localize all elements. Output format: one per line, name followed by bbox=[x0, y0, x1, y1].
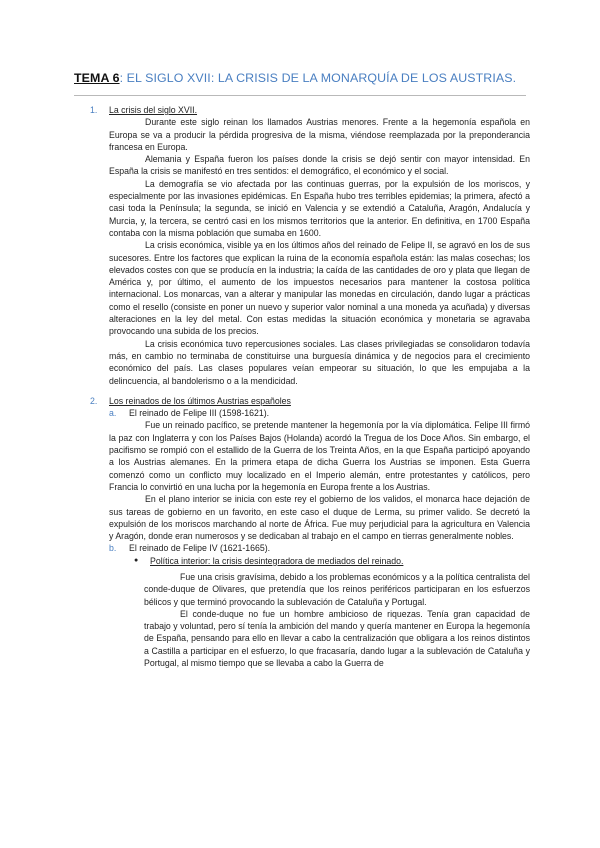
bullet-title: Política interior: la crisis desintegradora de mediados del reinado. bbox=[150, 555, 404, 566]
document-title bbox=[74, 71, 534, 85]
paragraph: Fue una crisis gravísima, debido a los problemas económicos y a la política centralista del conde-duque de Olivares, que pretendía que los reinos periféricos participaran en los esfuerzos bélicos y que terminó provocando la sublevación de Cataluña y Portugal. bbox=[144, 571, 530, 607]
bullet-heading bbox=[134, 555, 530, 567]
paragraph: El conde-duque no fue un hombre ambicioso de riquezas. Tenía gran capacidad de trabajo y voluntad, pero sí tenía la ambición del mando y quería mantener en Europa la hegemonía de España, pensando para ello en llevar a cabo la centralización que obligara a los reinos distintos a Castilla a participar en el esfuerzo, lo que fracasaría, dando lugar a la sublevación de Cataluña y Portugal, al mismo tiempo que se llevaba a cabo la Guerra de bbox=[144, 608, 530, 669]
subsection-a-heading bbox=[109, 407, 530, 419]
subsection-b-letter: b. bbox=[109, 543, 117, 554]
paragraph: En el plano interior se inicia con este rey el gobierno de los validos, el monarca hace dejación de sus tareas de gobierno en un favorito, en este caso el duque de Lerma, su primer valido. Se decretó la expulsión de los moriscos marchando al norte de África. Fue muy perjudicial para la agricultura en Valencia y Aragón, donde eran numerosos y se dedicaban al trabajo en el campo en tierras generalmente nobles. bbox=[109, 494, 530, 542]
title-lead: TEMA 6 bbox=[74, 71, 120, 85]
paragraph: La crisis económica, visible ya en los últimos años del reinado de Felipe II, se agravó en los de sus sucesores. Entre los factores que explican la ruina de la economía española están: las malas cosechas; los elevados costes con que se producía en la industria; la caída de las cantidades de oro y plata que llegan de América y, por último, el aumento de los impuestos necesarios para mantener la costosa política internacional. Los monarcas, van a alterar y manipular las monedas en circulación, dando lugar a prácticas como el resello (consiste en poner un nuevo y superior valor nominal a una moneda ya acuñada) y diversas alteraciones en la ley del metal. Con estas medidas la situación económica y monetaria se agravaba provocando una subida de los precios. bbox=[109, 240, 530, 337]
section-1-number: 1. bbox=[90, 105, 98, 115]
paragraph: La crisis económica tuvo repercusiones sociales. Las clases privilegiadas se consolidaron todavía más, en cambio no terminaba de constituirse una burguesía dinámica y de negocios para el crecimiento económico del país. Las clases populares veían empeorar su situación, lo que les empujaba a la delincuencia, al bandolerismo o a la mendicidad. bbox=[109, 338, 530, 386]
paragraph: La demografía se vio afectada por las continuas guerras, por la expulsión de los moriscos, y especialmente por las invasiones epidémicas. En España hubo tres terribles epidemias; la primera, afectó a casi toda la Península; la segunda, se inició en Valencia y se extendió a Cataluña, Aragón, Andalucía y Murcia, y, la tercera, se centró casi en los mismos territorios que la anterior. En definitiva, en 1700 España contaba con la misma población que sumaba en 1600. bbox=[109, 178, 530, 238]
section-1-title: La crisis del siglo XVII. bbox=[109, 105, 198, 115]
section-1-heading bbox=[90, 104, 530, 116]
title-rest: : EL SIGLO XVII: LA CRISIS DE LA MONARQUÍA DE LOS AUSTRIAS. bbox=[119, 71, 517, 85]
section-2-number: 2. bbox=[90, 395, 98, 406]
section-2-title: Los reinados de los últimos Austrias españoles bbox=[109, 395, 291, 406]
bullet-marker: ● bbox=[134, 556, 139, 564]
section-2-heading bbox=[90, 395, 530, 407]
subsection-b-heading bbox=[109, 542, 530, 554]
paragraph: Durante este siglo reinan los llamados Austrias menores. Frente a la hegemonía española en Europa se va a producir la pérdida progresiva de la misma, viéndose reemplazada por la preponderancia francesa en Europa. bbox=[109, 117, 530, 152]
paragraph: Alemania y España fueron los países donde la crisis se dejó sentir con mayor intensidad. En España la crisis se manifestó en tres sentidos: el demográfico, el económico y el social. bbox=[109, 154, 530, 177]
subsection-a-letter: a. bbox=[109, 408, 117, 419]
title-divider bbox=[74, 95, 526, 96]
subsection-a-title: El reinado de Felipe III (1598-1621). bbox=[129, 408, 270, 419]
document-body bbox=[90, 104, 530, 669]
subsection-b-title: El reinado de Felipe IV (1621-1665). bbox=[129, 543, 271, 554]
paragraph: Fue un reinado pacífico, se pretende mantener la hegemonía por la vía diplomática. Felipe III firmó la paz con Inglaterra y con los Países Bajos (Holanda) acordó la Tregua de los Doce Años. Sin embargo, el pacifismo se rompió con el estallido de la Guerra de los Treinta Años, en la que España participó apoyando a los Austrias alemanes. En la primera etapa de dicha Guerra los Austrias se imponen. Esta Guerra comenzó como un conflicto muy localizado en el Imperio alemán, entre protestantes y católicos, pero Francia lo convirtió en una lucha por la hegemonía en Europa frente a los Austrias. bbox=[109, 420, 530, 492]
spacer bbox=[90, 387, 530, 395]
